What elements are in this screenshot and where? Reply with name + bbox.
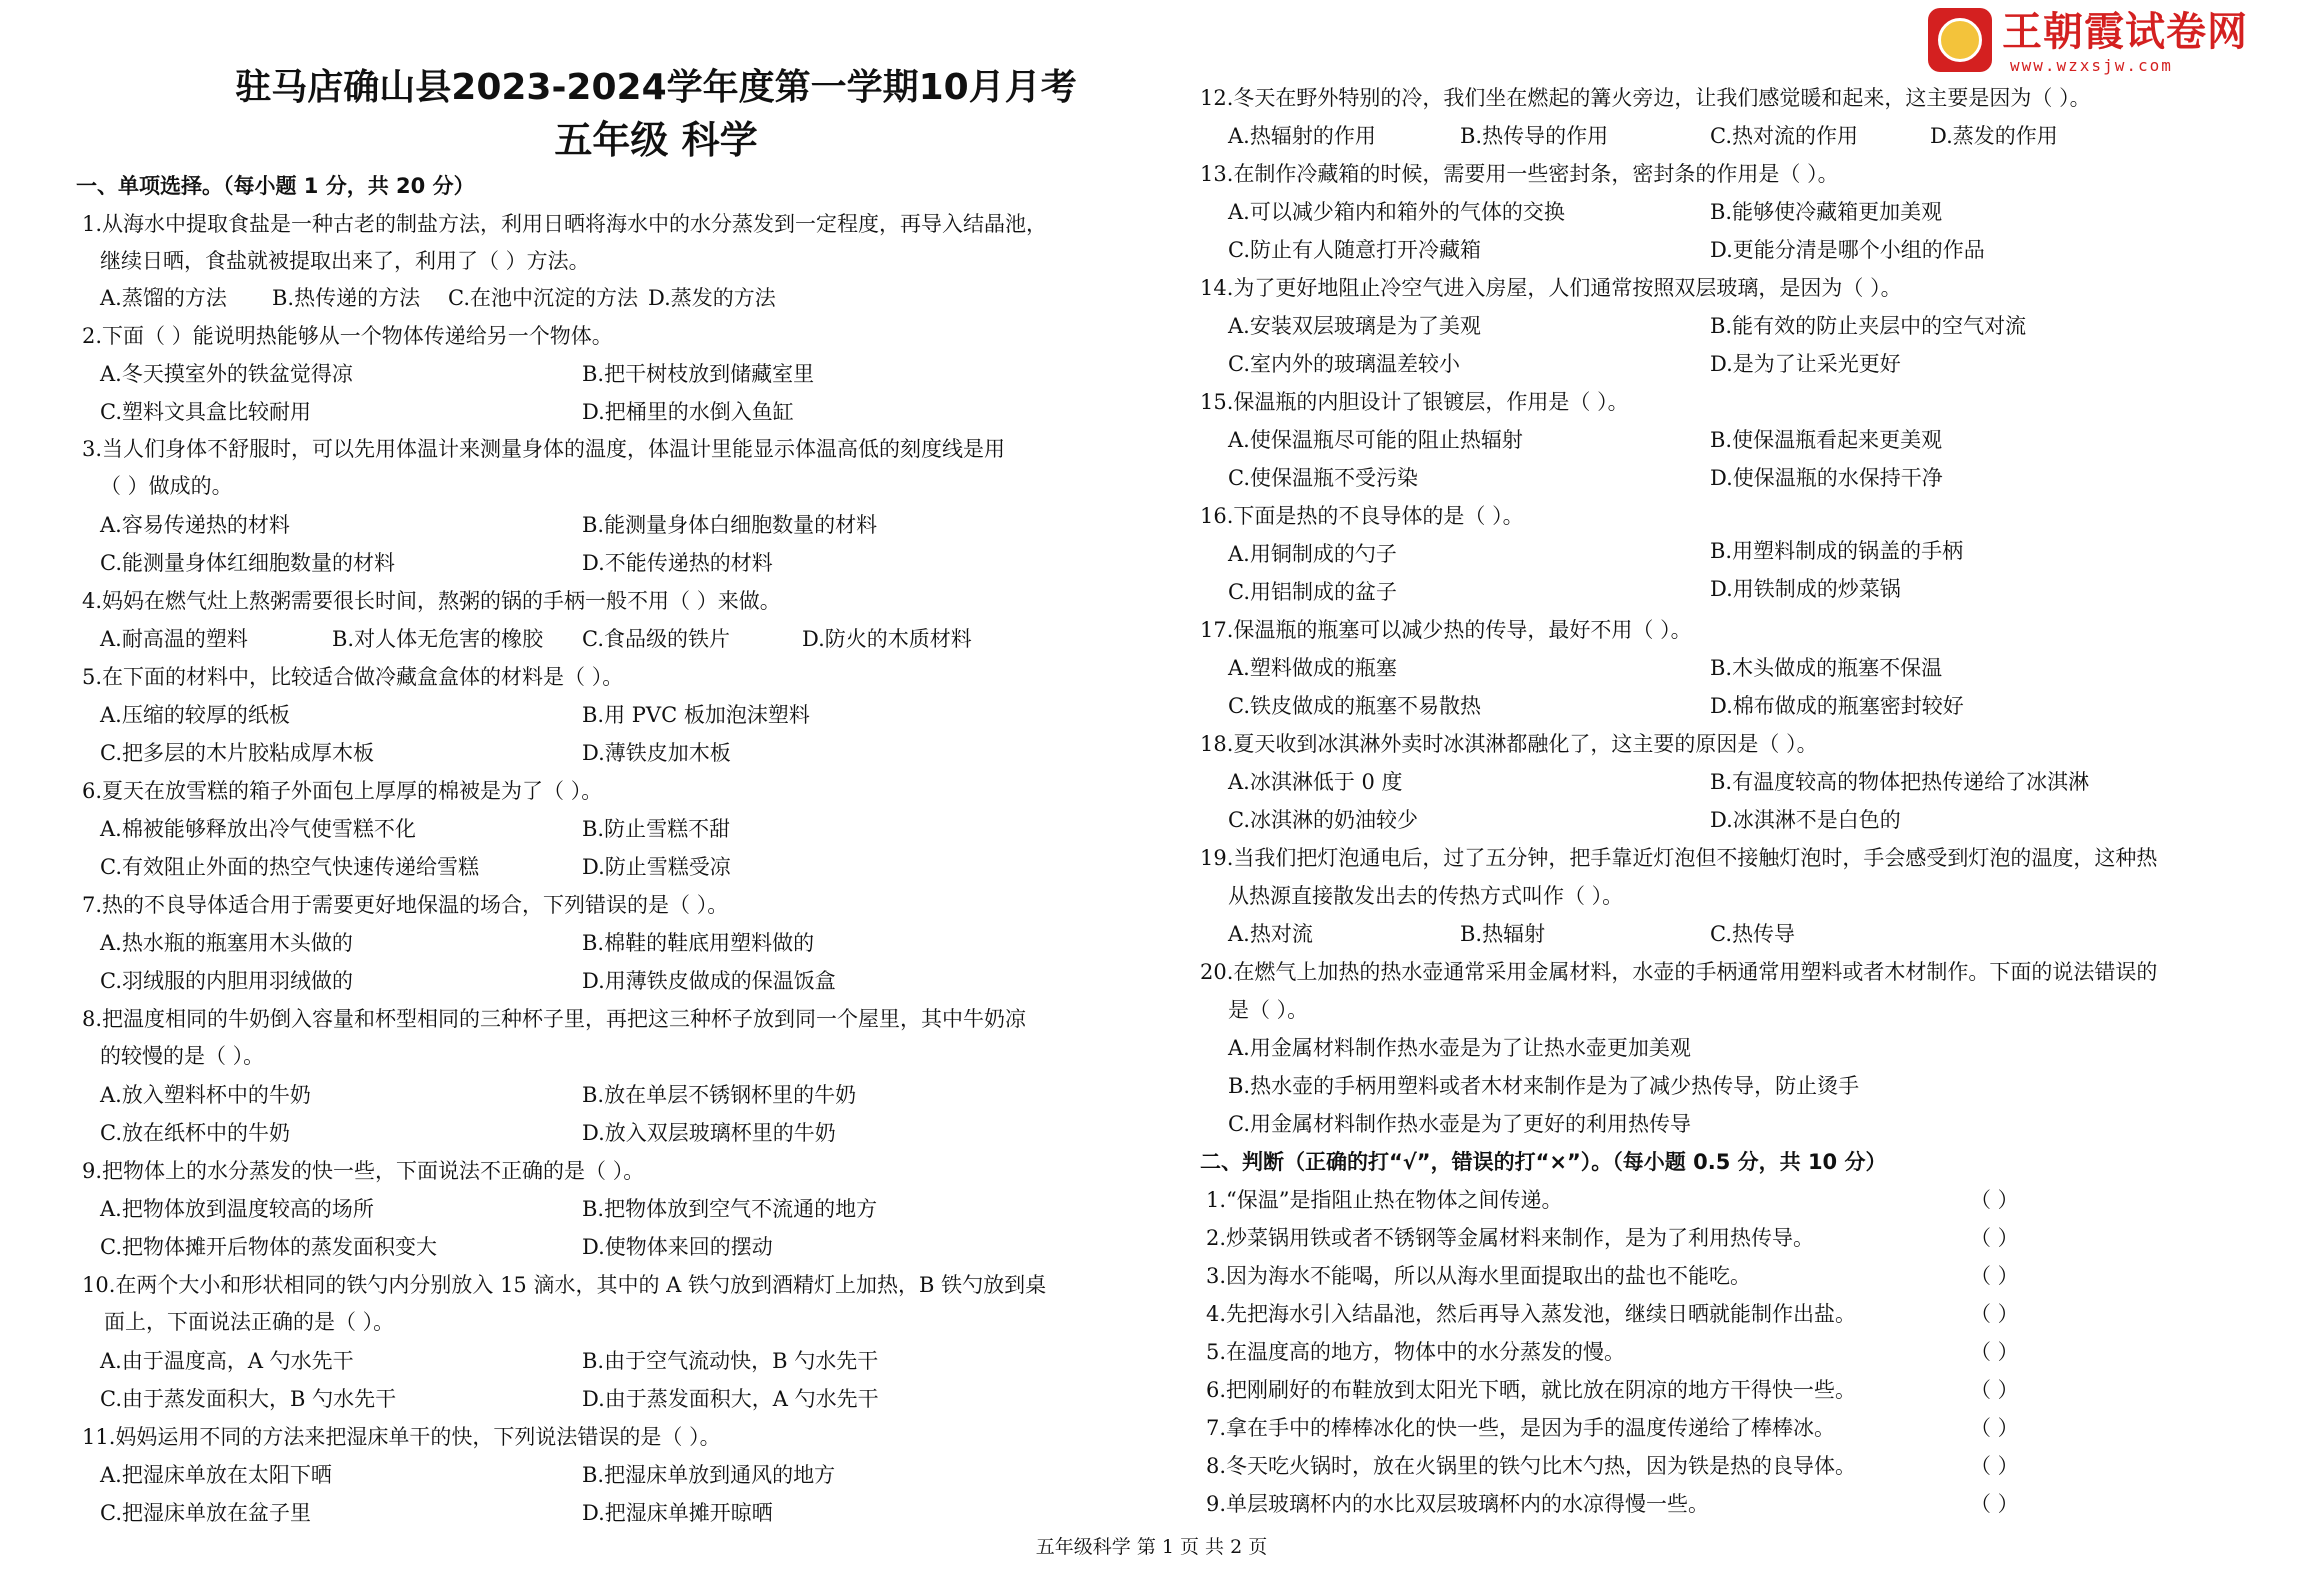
answer-blank: （ ） (1970, 1264, 2019, 1288)
question-line: 18.夏天收到冰淇淋外卖时冰淇淋都融化了，这主要的原因是（ ）。 (1200, 732, 1818, 756)
question-line: 3.当人们身体不舒服时，可以先用体温计来测量身体的温度，体温计里能显示体温高低的刻度线是用 (82, 437, 1006, 461)
judgement-item: 7.拿在手中的棒棒冰化的快一些，是因为手的温度传递给了棒棒冰。 (1206, 1416, 1836, 1440)
question-line: 19.当我们把灯泡通电后，过了五分钟，把手靠近灯泡但不接触灯泡时，手会感受到灯泡的温度，这种热 (1200, 846, 2158, 870)
option: B.能有效的防止夹层中的空气对流 (1710, 314, 2027, 338)
option: C.把湿床单放在盆子里 (100, 1501, 311, 1525)
question-line: 16.下面是热的不良导体的是（ ）。 (1200, 504, 1524, 528)
question-line: 11.妈妈运用不同的方法来把湿床单干的快，下列说法错误的是（ ）。 (82, 1425, 721, 1449)
question-line: 面上，下面说法正确的是（ ）。 (104, 1310, 395, 1334)
option: C.在池中沉淀的方法 (448, 286, 638, 310)
option: A.热对流 (1228, 922, 1313, 946)
option: A.耐高温的塑料 (100, 627, 248, 651)
option: B.热传递的方法 (272, 286, 421, 310)
question-line: 13.在制作冷藏箱的时候，需要用一些密封条，密封条的作用是（ ）。 (1200, 162, 1839, 186)
section-heading-choice: 一、单项选择。（每小题 1 分，共 20 分） (76, 174, 475, 198)
question-line: 2.下面（ ）能说明热能够从一个物体传递给另一个物体。 (82, 324, 613, 348)
logo-emblem-icon (1928, 8, 1992, 72)
site-logo (1928, 8, 2258, 82)
option: C.由于蒸发面积大，B 勺水先干 (100, 1387, 397, 1411)
question-line: 从热源直接散发出去的传热方式叫作（ ）。 (1228, 884, 1624, 908)
question-line: 10.在两个大小和形状相同的铁勺内分别放入 15 滴水，其中的 A 铁勺放到酒精灯上加热，B 铁勺放到桌 (82, 1273, 1047, 1297)
option: C.防止有人随意打开冷藏箱 (1228, 238, 1481, 262)
question-line: 12.冬天在野外特别的冷，我们坐在燃起的篝火旁边，让我们感觉暖和起来，这主要是因为（ ）。 (1200, 86, 2091, 110)
option: B.由于空气流动快，B 勺水先干 (582, 1349, 879, 1373)
option: D.防火的木质材料 (802, 627, 972, 651)
answer-blank: （ ） (1970, 1226, 2019, 1250)
option: B.使保温瓶看起来更美观 (1710, 428, 1943, 452)
option: D.是为了让采光更好 (1710, 352, 1901, 376)
option: C.冰淇淋的奶油较少 (1228, 808, 1418, 832)
logo-name: 王朝霞试卷网 (2002, 9, 2248, 55)
option: C.用金属材料制作热水壶是为了更好的利用热传导 (1228, 1112, 1691, 1136)
page-footer: 五年级科学 第 1 页 共 2 页 (1035, 1536, 1268, 1558)
option: C.羽绒服的内胆用羽绒做的 (100, 969, 353, 993)
option: A.冬天摸室外的铁盆觉得凉 (100, 362, 353, 386)
question-line: 15.保温瓶的内胆设计了银镀层，作用是（ ）。 (1200, 390, 1629, 414)
judgement-item: 6.把刚刷好的布鞋放到太阳光下晒，就比放在阴凉的地方干得快一些。 (1206, 1378, 1857, 1402)
option: A.塑料做成的瓶塞 (1228, 656, 1397, 680)
option: B.热辐射 (1460, 922, 1546, 946)
option: C.室内外的玻璃温差较小 (1228, 352, 1460, 376)
answer-blank: （ ） (1970, 1416, 2019, 1440)
option: D.蒸发的作用 (1930, 124, 2058, 148)
answer-blank: （ ） (1970, 1492, 2019, 1516)
option: D.棉布做成的瓶塞密封较好 (1710, 694, 1964, 718)
option: C.塑料文具盒比较耐用 (100, 400, 311, 424)
option: C.用铝制成的盆子 (1228, 580, 1397, 604)
option: B.木头做成的瓶塞不保温 (1710, 656, 1943, 680)
option: D.薄铁皮加木板 (582, 741, 731, 765)
option: A.棉被能够释放出冷气使雪糕不化 (100, 817, 416, 841)
question-line: 5.在下面的材料中，比较适合做冷藏盒盒体的材料是（ ）。 (82, 665, 624, 689)
question-line: 14.为了更好地阻止冷空气进入房屋，人们通常按照双层玻璃，是因为（ ）。 (1200, 276, 1902, 300)
option: D.使保温瓶的水保持干净 (1710, 466, 1943, 490)
option: D.冰淇淋不是白色的 (1710, 808, 1901, 832)
judgement-item: 3.因为海水不能喝，所以从海水里面提取出的盐也不能吃。 (1206, 1264, 1752, 1288)
option: B.有温度较高的物体把热传递给了冰淇淋 (1710, 770, 2090, 794)
option: B.对人体无危害的橡胶 (332, 627, 544, 651)
option: B.把湿床单放到通风的地方 (582, 1463, 836, 1487)
option: A.放入塑料杯中的牛奶 (100, 1083, 311, 1107)
answer-blank: （ ） (1970, 1454, 2019, 1478)
option: D.不能传递热的材料 (582, 551, 773, 575)
question-line: 6.夏天在放雪糕的箱子外面包上厚厚的棉被是为了（ ）。 (82, 779, 603, 803)
option: B.用 PVC 板加泡沫塑料 (582, 703, 810, 727)
option: A.压缩的较厚的纸板 (100, 703, 290, 727)
answer-blank: （ ） (1970, 1378, 2019, 1402)
option: C.使保温瓶不受污染 (1228, 466, 1418, 490)
option: C.食品级的铁片 (582, 627, 730, 651)
option: A.蒸馏的方法 (100, 286, 227, 310)
question-line: 的较慢的是（ ）。 (100, 1044, 265, 1068)
option: B.用塑料制成的锅盖的手柄 (1710, 539, 1964, 563)
question-line: （ ）做成的。 (100, 474, 233, 498)
logo-url: www.wzxsjw.com (2010, 56, 2173, 75)
option: D.用薄铁皮做成的保温饭盒 (582, 969, 836, 993)
option: D.使物体来回的摆动 (582, 1235, 773, 1259)
option: A.由于温度高，A 勺水先干 (100, 1349, 354, 1373)
question-line: 20.在燃气上加热的热水壶通常采用金属材料，水壶的手柄通常用塑料或者木材制作。下面的说法错误的 (1200, 960, 2158, 984)
question-line: 9.把物体上的水分蒸发的快一些，下面说法不正确的是（ ）。 (82, 1159, 645, 1183)
judgement-item: 8.冬天吃火锅时，放在火锅里的铁勺比木勺热，因为铁是热的良导体。 (1206, 1454, 1857, 1478)
judgement-item: 9.单层玻璃杯内的水比双层玻璃杯内的水凉得慢一些。 (1206, 1492, 1710, 1516)
option: B.把物体放到空气不流通的地方 (582, 1197, 878, 1221)
option: B.热传导的作用 (1460, 124, 1609, 148)
option: A.冰淇淋低于 0 度 (1228, 770, 1403, 794)
option: B.放在单层不锈钢杯里的牛奶 (582, 1083, 857, 1107)
option: B.热水壶的手柄用塑料或者木材来制作是为了减少热传导，防止烫手 (1228, 1074, 1860, 1098)
option: B.能够使冷藏箱更加美观 (1710, 200, 1943, 224)
option: B.把干树枝放到储藏室里 (582, 362, 815, 386)
answer-blank: （ ） (1970, 1188, 2019, 1212)
section-heading-judgement: 二、判断（正确的打“√”，错误的打“×”）。（每小题 0.5 分，共 10 分） (1200, 1150, 1887, 1174)
question-line: 4.妈妈在燃气灶上熬粥需要很长时间，熬粥的锅的手柄一般不用（ ）来做。 (82, 589, 781, 613)
question-line: 8.把温度相同的牛奶倒入容量和杯型相同的三种杯子里，再把这三种杯子放到同一个屋里，其中牛奶凉 (82, 1007, 1027, 1031)
exam-title: 驻马店确山县2023-2024学年度第一学期10月月考 (235, 67, 1077, 108)
option: D.蒸发的方法 (648, 286, 776, 310)
option: B.棉鞋的鞋底用塑料做的 (582, 931, 815, 955)
judgement-item: 1.“保温”是指阻止热在物体之间传递。 (1206, 1188, 1563, 1212)
answer-blank: （ ） (1970, 1302, 2019, 1326)
option: A.可以减少箱内和箱外的气体的交换 (1228, 200, 1565, 224)
option: A.使保温瓶尽可能的阻止热辐射 (1228, 428, 1523, 452)
option: C.把多层的木片胶粘成厚木板 (100, 741, 374, 765)
option: C.能测量身体红细胞数量的材料 (100, 551, 395, 575)
option: A.把湿床单放在太阳下晒 (100, 1463, 332, 1487)
option: A.热辐射的作用 (1228, 124, 1376, 148)
question-line: 是（ ）。 (1228, 998, 1309, 1022)
option: D.把桶里的水倒入鱼缸 (582, 400, 794, 424)
option: A.安装双层玻璃是为了美观 (1228, 314, 1481, 338)
option: C.有效阻止外面的热空气快速传递给雪糕 (100, 855, 479, 879)
judgement-item: 5.在温度高的地方，物体中的水分蒸发的慢。 (1206, 1340, 1626, 1364)
option: A.容易传递热的材料 (100, 513, 290, 537)
option: C.铁皮做成的瓶塞不易散热 (1228, 694, 1481, 718)
option: C.热对流的作用 (1710, 124, 1858, 148)
option: B.能测量身体白细胞数量的材料 (582, 513, 878, 537)
option: B.防止雪糕不甜 (582, 817, 731, 841)
option: D.用铁制成的炒菜锅 (1710, 577, 1901, 601)
answer-blank: （ ） (1970, 1340, 2019, 1364)
option: C.放在纸杯中的牛奶 (100, 1121, 290, 1145)
option: A.用铜制成的勺子 (1228, 542, 1397, 566)
question-line: 17.保温瓶的瓶塞可以减少热的传导，最好不用（ ）。 (1200, 618, 1692, 642)
option: C.把物体摊开后物体的蒸发面积变大 (100, 1235, 437, 1259)
judgement-item: 4.先把海水引入结晶池，然后再导入蒸发池，继续日晒就能制作出盐。 (1206, 1302, 1857, 1326)
option: C.热传导 (1710, 922, 1795, 946)
option: A.用金属材料制作热水壶是为了让热水壶更加美观 (1228, 1036, 1691, 1060)
option: D.放入双层玻璃杯里的牛奶 (582, 1121, 836, 1145)
question-line: 1.从海水中提取食盐是一种古老的制盐方法，利用日晒将海水中的水分蒸发到一定程度，再导入结晶池， (82, 212, 1048, 236)
option: A.热水瓶的瓶塞用木头做的 (100, 931, 353, 955)
exam-subtitle: 五年级 科学 (554, 118, 758, 162)
question-line: 7.热的不良导体适合用于需要更好地保温的场合，下列错误的是（ ）。 (82, 893, 729, 917)
judgement-item: 2.炒菜锅用铁或者不锈钢等金属材料来制作，是为了利用热传导。 (1206, 1226, 1815, 1250)
option: D.更能分清是哪个小组的作品 (1710, 238, 1985, 262)
option: A.把物体放到温度较高的场所 (100, 1197, 374, 1221)
option: D.把湿床单摊开晾晒 (582, 1501, 773, 1525)
option: D.由于蒸发面积大，A 勺水先干 (582, 1387, 879, 1411)
option: D.防止雪糕受凉 (582, 855, 731, 879)
question-line: 继续日晒，食盐就被提取出来了，利用了（ ）方法。 (100, 249, 590, 273)
